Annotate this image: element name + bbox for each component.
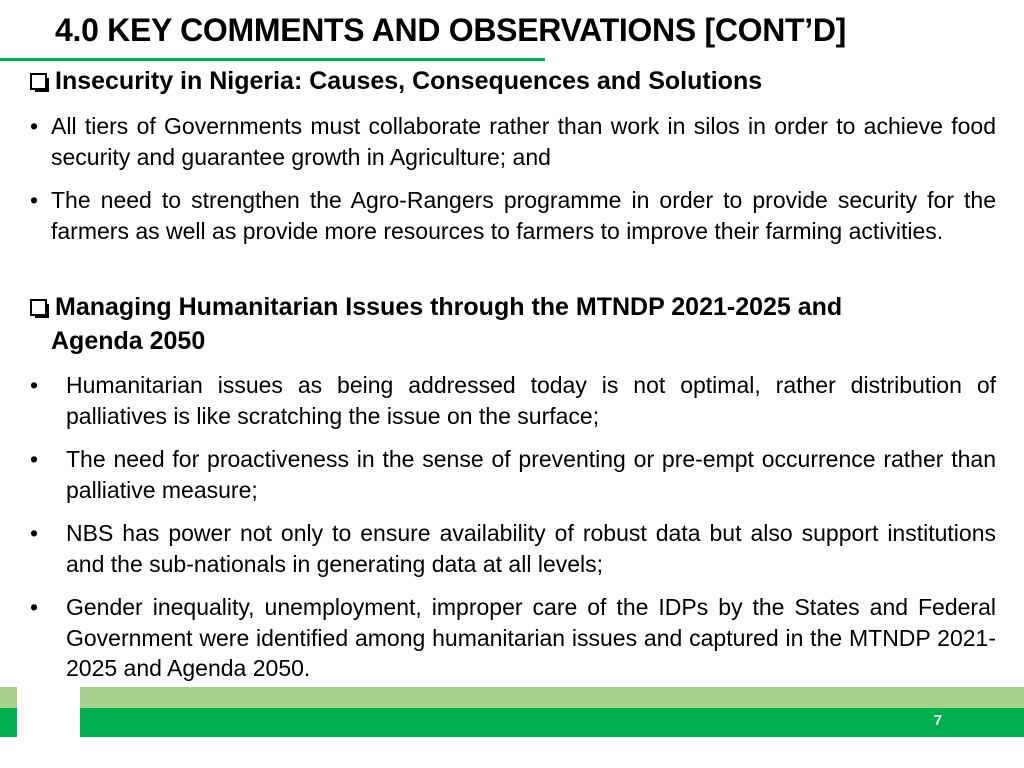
humanitarian-bullet-list — [30, 370, 996, 697]
section-heading-text-line2: Agenda 2050 — [51, 327, 206, 355]
list-item — [30, 185, 996, 246]
section-heading-humanitarian — [30, 290, 996, 358]
section-heading-text: Insecurity in Nigeria: Causes, Consequences and Solutions — [55, 67, 763, 95]
list-item-text: NBS has power not only to ensure availability of robust data but also support institutions and the sub-nationals in generating data at all levels; — [66, 520, 996, 577]
list-item — [30, 111, 996, 172]
footer-band-light — [0, 687, 1024, 708]
list-item-text: The need for proactiveness in the sense of preventing or pre-empt occurrence rather than palliative measure; — [66, 446, 996, 503]
footer-band-dark — [0, 708, 1024, 737]
list-item — [30, 592, 996, 684]
list-item — [30, 518, 996, 579]
list-item-text: The need to strengthen the Agro-Rangers programme in order to provide security for the farmers as well as provide more resources to farmers to improve their farming activities. — [51, 187, 996, 244]
section-heading-insecurity — [30, 64, 996, 98]
bullet-icon: • — [30, 113, 39, 139]
checkbox-bullet-icon — [30, 299, 47, 316]
bullet-icon: • — [30, 187, 39, 213]
insecurity-bullet-list — [30, 111, 996, 259]
title-underline — [0, 58, 545, 61]
checkbox-bullet-icon — [30, 73, 47, 90]
page-number: 7 — [933, 712, 943, 729]
slide-title: 4.0 KEY COMMENTS AND OBSERVATIONS [CONT’D] — [55, 12, 847, 48]
list-item — [30, 370, 996, 431]
list-item-text: Gender inequality, unemployment, improper care of the IDPs by the States and Federal Government were identified among humanitarian issues and captured in the MTNDP 2021-2025 and Agenda 2050. — [66, 594, 996, 681]
list-item — [30, 444, 996, 505]
section-heading-text: Managing Humanitarian Issues through the MTNDP 2021-2025 and — [55, 293, 843, 321]
list-item-text: Humanitarian issues as being addressed today is not optimal, rather distribution of palliatives is like scratching the issue on the surface; — [66, 372, 996, 429]
bullet-icon: • — [30, 446, 39, 472]
bullet-icon: • — [30, 594, 39, 620]
bullet-icon: • — [30, 520, 39, 546]
footer-logo-box — [17, 687, 80, 737]
list-item-text: All tiers of Governments must collaborate rather than work in silos in order to achieve food security and guarantee growth in Agriculture; and — [51, 113, 996, 170]
bullet-icon: • — [30, 372, 39, 398]
